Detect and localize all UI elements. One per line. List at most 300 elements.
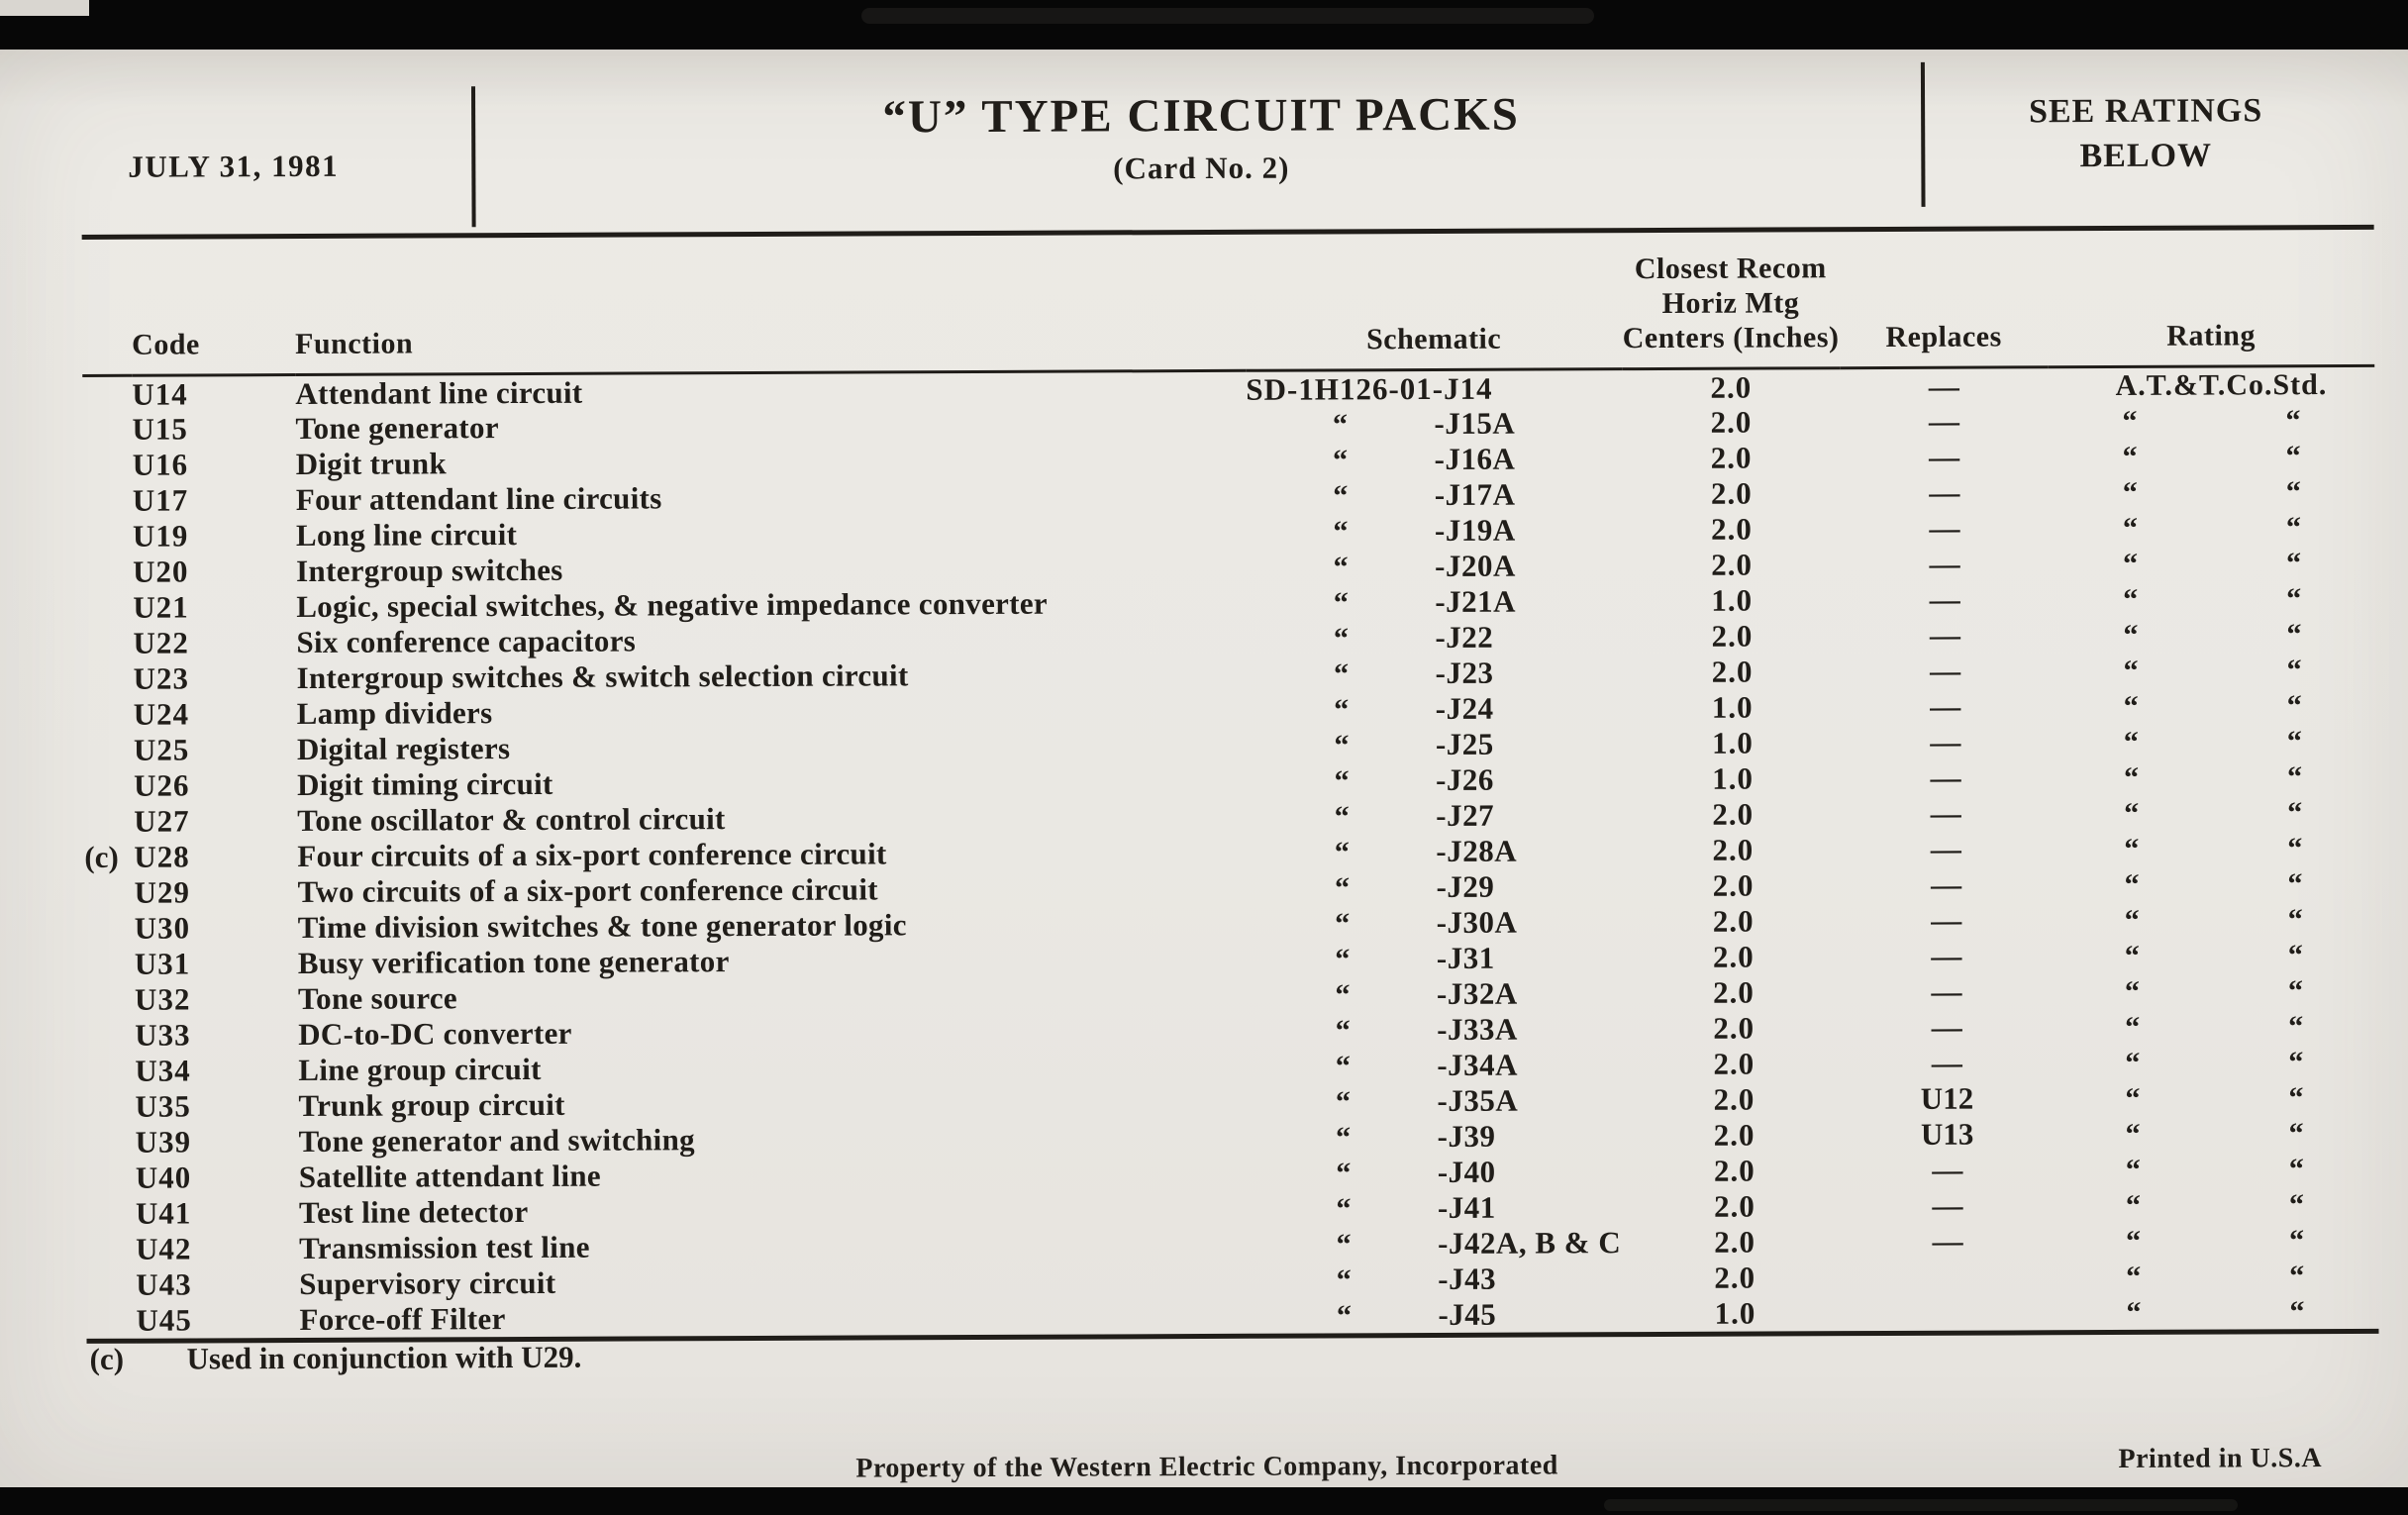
ditto-mark: “: [1336, 1156, 1352, 1189]
ditto-mark: “: [1336, 1227, 1352, 1261]
schematic-suffix: -J21A: [1435, 583, 1517, 619]
row-centers: 1.0: [1712, 760, 1755, 796]
row-code: U22: [133, 625, 189, 660]
row-rating: [2052, 1185, 2378, 1222]
ditto-mark: “: [2122, 440, 2138, 473]
ditto-mark: “: [2123, 654, 2139, 687]
ditto-mark: “: [2285, 439, 2301, 472]
row-function: Four attendant line circuits: [295, 480, 662, 517]
row-schematic: [1249, 1011, 1625, 1049]
table-header-row: [82, 239, 2375, 375]
row-footnote-marker: [86, 1302, 136, 1341]
row-schematic: [1250, 1261, 1626, 1298]
row-schematic: [1247, 548, 1623, 585]
ditto-mark: “: [2286, 724, 2302, 758]
row-function: Tone oscillator & control circuit: [297, 801, 726, 838]
column-header-function: Function: [295, 326, 414, 360]
ditto-mark: “: [2288, 1045, 2304, 1078]
row-footnote-marker: [85, 946, 135, 981]
row-replaces: —: [1931, 1045, 1962, 1080]
ditto-mark: “: [2124, 939, 2140, 972]
row-replaces: —: [1931, 973, 1962, 1009]
column-header-rating: Rating: [2166, 318, 2257, 353]
row-centers: 2.0: [1713, 1153, 1756, 1188]
schematic-suffix: -J45: [1438, 1296, 1497, 1332]
row-function: Intergroup switches: [296, 552, 563, 588]
ratings-note-line2: BELOW: [2079, 137, 2213, 175]
centers-header-line1: Closest Recom: [1634, 251, 1827, 285]
ditto-mark: “: [2125, 1046, 2141, 1079]
row-centers: 2.0: [1712, 867, 1755, 903]
row-code: U19: [132, 518, 189, 554]
ditto-mark: “: [2288, 1116, 2304, 1150]
row-code: U31: [134, 946, 191, 981]
ditto-mark: “: [2124, 832, 2140, 865]
row-function: Six conference capacitors: [296, 623, 637, 659]
ditto-mark: “: [2286, 581, 2302, 615]
row-rating: [2051, 971, 2377, 1008]
ditto-mark: “: [2126, 1295, 2142, 1329]
row-code: U27: [134, 803, 190, 839]
header-divider-right: [1921, 62, 1926, 207]
row-schematic: [1249, 1082, 1625, 1120]
row-rating: [2052, 1292, 2378, 1332]
row-function: Long line circuit: [295, 517, 518, 553]
row-replaces: —: [1930, 831, 1961, 866]
row-footnote-marker: [84, 660, 134, 696]
row-rating: [2049, 579, 2375, 616]
ditto-mark: “: [2287, 938, 2303, 971]
row-footnote-marker: [84, 732, 134, 767]
ditto-mark: “: [1333, 621, 1349, 655]
row-centers: 2.0: [1711, 618, 1754, 654]
row-rating: [2052, 1257, 2378, 1293]
row-function: Transmission test line: [299, 1229, 590, 1265]
row-schematic: [1248, 655, 1624, 692]
ditto-mark: “: [1335, 1049, 1351, 1082]
ditto-mark: “: [1334, 728, 1350, 761]
row-rating: [2050, 864, 2376, 901]
footer-printed-line: Printed in U.S.A: [2118, 1443, 2323, 1474]
row-code: U26: [133, 767, 190, 803]
column-header-replaces: Replaces: [1885, 319, 2002, 354]
ditto-mark: “: [2286, 546, 2302, 579]
row-schematic: [1248, 726, 1624, 763]
ditto-mark: “: [1335, 977, 1351, 1011]
row-centers: 2.0: [1710, 511, 1753, 547]
ditto-mark: “: [1333, 478, 1349, 512]
scan-smudge: [861, 8, 1594, 24]
centers-header-line2: Horiz Mtg: [1661, 285, 1800, 320]
row-rating: [2052, 1114, 2378, 1151]
column-header-blank: [82, 249, 133, 375]
footer-property-line: Property of the Western Electric Company, Incorporated: [855, 1450, 1558, 1484]
ditto-mark: “: [2285, 403, 2301, 437]
document-title: “U” TYPE CIRCUIT PACKS: [882, 88, 1520, 144]
row-schematic: [1247, 583, 1623, 621]
column-header-schematic: Schematic: [1365, 322, 1502, 355]
scan-smudge: [1604, 1499, 2238, 1511]
row-code: U35: [135, 1088, 191, 1124]
row-code: U43: [136, 1266, 192, 1302]
row-centers: 2.0: [1711, 547, 1754, 582]
ditto-mark: “: [2126, 1224, 2142, 1258]
row-footnote-marker: [83, 625, 133, 660]
footnote-marker: (c): [89, 1341, 125, 1376]
row-schematic: [1247, 512, 1623, 550]
schematic-suffix: -J43: [1438, 1261, 1497, 1296]
row-centers: 2.0: [1713, 974, 1755, 1010]
row-function: Digit trunk: [295, 446, 448, 481]
row-rating: [2049, 544, 2375, 580]
row-code: U30: [134, 910, 191, 946]
row-footnote-marker: [83, 518, 133, 554]
row-schematic: [1248, 797, 1624, 835]
ditto-mark: “: [1333, 585, 1349, 619]
ditto-mark: “: [1335, 906, 1351, 940]
row-footnote-marker: [84, 874, 134, 910]
ditto-mark: “: [2124, 903, 2140, 937]
row-rating: [2049, 472, 2375, 509]
row-function: Busy verification tone generator: [297, 944, 730, 980]
row-code: U20: [133, 554, 189, 589]
ditto-mark: “: [2123, 547, 2139, 580]
row-function: Line group circuit: [298, 1051, 542, 1087]
ditto-mark: “: [2125, 1188, 2142, 1222]
row-centers: 1.0: [1711, 582, 1754, 618]
row-centers: 2.0: [1713, 1188, 1756, 1224]
ditto-mark: “: [2123, 725, 2139, 758]
row-replaces: —: [1932, 1152, 1963, 1187]
document-date: JULY 31, 1981: [128, 148, 340, 184]
row-rating: [2051, 1043, 2377, 1079]
row-code: U21: [133, 589, 189, 625]
row-centers: 2.0: [1712, 939, 1755, 974]
row-schematic: [1250, 1225, 1626, 1262]
row-function: Satellite attendant line: [298, 1158, 601, 1194]
schematic-suffix: -J35A: [1437, 1082, 1519, 1118]
row-schematic: [1249, 975, 1625, 1013]
row-replaces: —: [1929, 439, 1960, 474]
row-footnote-marker: [85, 1088, 135, 1124]
row-centers: 2.0: [1712, 903, 1755, 939]
row-schematic: [1250, 1118, 1626, 1156]
row-replaces: —: [1929, 581, 1960, 617]
row-rating: [2050, 758, 2376, 794]
row-schematic: [1248, 761, 1624, 799]
row-footnote-marker: [85, 1017, 135, 1053]
row-footnote-marker: [86, 1160, 136, 1195]
row-function: Attendant line circuit: [295, 374, 583, 411]
row-schematic: [1246, 405, 1622, 443]
column-header-code: Code: [132, 327, 200, 361]
schematic-suffix: -J30A: [1436, 904, 1518, 940]
ditto-mark: “: [2288, 1009, 2304, 1043]
row-code: U40: [135, 1160, 192, 1195]
row-footnote-marker: [84, 767, 134, 803]
row-rating: [2051, 1078, 2377, 1115]
scanner-bottom-margin: [0, 1487, 2408, 1515]
row-footnote-marker: [86, 1195, 136, 1231]
row-replaces: [1844, 1259, 2052, 1295]
ditto-mark: “: [2125, 1117, 2141, 1151]
row-replaces: —: [1929, 546, 1960, 581]
ditto-mark: “: [1334, 799, 1350, 833]
row-schematic: [1248, 690, 1624, 728]
header-rule: [82, 225, 2374, 240]
row-function: Two circuits of a six-port conference circuit: [297, 871, 878, 909]
row-rating: [2052, 1221, 2378, 1258]
schematic-suffix: -J16A: [1434, 441, 1516, 476]
document-subtitle: (Card No. 2): [1113, 150, 1290, 186]
ditto-mark: “: [2289, 1294, 2305, 1328]
footnote: [90, 1340, 582, 1377]
row-footnote-marker: [85, 910, 135, 946]
row-code: U17: [132, 482, 189, 518]
schematic-suffix: -J26: [1435, 761, 1494, 797]
ditto-mark: “: [2124, 867, 2140, 901]
row-schematic: [1248, 868, 1624, 906]
row-schematic: [1249, 1047, 1625, 1084]
row-replaces: —: [1930, 724, 1961, 759]
schematic-suffix: -J19A: [1434, 512, 1516, 548]
ditto-mark: “: [1335, 1013, 1351, 1047]
row-centers: 1.0: [1714, 1295, 1756, 1331]
row-code: U15: [132, 411, 188, 447]
row-function: Four circuits of a six-port conference circuit: [297, 836, 887, 873]
row-footnote-marker: [83, 589, 133, 625]
schematic-suffix: -J42A, B & C: [1438, 1224, 1622, 1261]
ditto-mark: “: [2288, 1080, 2304, 1114]
row-function: DC-to-DC converter: [298, 1015, 572, 1052]
schematic-suffix: -J39: [1437, 1118, 1496, 1154]
row-replaces: U12: [1920, 1080, 1974, 1116]
row-schematic: [1249, 904, 1625, 942]
row-function: Lamp dividers: [296, 695, 493, 731]
centers-header-line3: Centers (Inches): [1622, 320, 1840, 354]
row-replaces: —: [1929, 474, 1960, 510]
footnote-text: Used in conjunction with U29.: [186, 1339, 582, 1376]
row-rating: [2051, 900, 2377, 937]
document-page: [0, 50, 2408, 1487]
row-schematic: [1247, 441, 1623, 478]
ditto-mark: “: [1333, 514, 1349, 548]
row-code: U32: [134, 981, 191, 1017]
ditto-mark: “: [2288, 1152, 2304, 1185]
row-code: U16: [132, 447, 189, 482]
ditto-mark: “: [2288, 1187, 2305, 1221]
row-footnote-marker: [83, 447, 133, 482]
row-rating: [2050, 722, 2376, 758]
row-rating: [2051, 1007, 2377, 1044]
row-centers: 2.0: [1713, 1010, 1756, 1046]
row-centers: 2.0: [1713, 1081, 1756, 1117]
row-rating: [2049, 615, 2375, 652]
ditto-mark: “: [1335, 942, 1351, 975]
row-footnote-marker: [86, 1231, 136, 1266]
row-schematic: [1248, 833, 1624, 870]
row-rating: [2048, 401, 2374, 438]
row-replaces: —: [1930, 688, 1961, 724]
row-centers: 1.0: [1711, 725, 1754, 760]
circuit-packs-table: [82, 239, 2379, 1344]
row-centers: 2.0: [1710, 475, 1753, 511]
schematic-suffix: -J28A: [1436, 833, 1518, 868]
row-centers: 2.0: [1714, 1224, 1756, 1260]
ditto-mark: “: [2287, 831, 2303, 864]
ditto-mark: “: [2122, 404, 2138, 438]
ditto-mark: “: [2287, 795, 2303, 829]
row-centers: 2.0: [1713, 1117, 1756, 1153]
row-function: Test line detector: [298, 1193, 529, 1230]
row-rating: [2050, 793, 2376, 830]
row-code: U41: [135, 1195, 192, 1231]
row-replaces: —: [1932, 1223, 1963, 1259]
row-rating: [2048, 365, 2374, 403]
ditto-mark: “: [2124, 796, 2140, 830]
row-centers: 2.0: [1710, 440, 1753, 475]
row-replaces: —: [1932, 1187, 1963, 1223]
schematic-suffix: -J27: [1436, 797, 1495, 833]
row-code: U23: [133, 660, 190, 696]
row-function: Digital registers: [296, 731, 511, 766]
row-footnote-marker: [85, 1053, 135, 1088]
row-replaces: —: [1929, 617, 1960, 653]
schematic-suffix: -J15A: [1434, 405, 1516, 441]
ditto-mark: “: [2287, 973, 2304, 1007]
row-replaces: —: [1931, 938, 1962, 973]
row-rating: [2050, 829, 2376, 865]
row-function: Trunk group circuit: [298, 1086, 565, 1123]
row-centers: 2.0: [1710, 369, 1753, 405]
row-centers: 2.0: [1710, 404, 1753, 440]
ditto-mark: “: [2123, 582, 2139, 616]
schematic-suffix: -J25: [1435, 726, 1494, 761]
ditto-mark: “: [2125, 1153, 2141, 1186]
row-replaces: —: [1928, 368, 1959, 404]
scanner-top-margin: [0, 0, 2408, 50]
schematic-suffix: -J32A: [1436, 975, 1518, 1011]
row-rating: [2050, 686, 2376, 723]
row-footnote-marker: (c): [84, 839, 119, 874]
ditto-mark: “: [2122, 511, 2139, 545]
page-corner-sliver: [0, 0, 89, 16]
row-replaces: —: [1929, 510, 1960, 546]
ditto-mark: “: [2286, 653, 2302, 686]
row-function: Force-off Filter: [299, 1301, 506, 1337]
ditto-mark: “: [2287, 902, 2303, 936]
table-body: [82, 365, 2378, 1341]
row-footnote-marker: [83, 482, 133, 518]
schematic-suffix: -J22: [1435, 619, 1494, 655]
row-schematic: [1250, 1189, 1626, 1227]
ditto-mark: “: [2287, 866, 2303, 900]
row-schematic: [1246, 368, 1622, 406]
schematic-suffix: -J31: [1436, 940, 1495, 975]
ditto-mark: “: [2289, 1259, 2305, 1292]
ditto-mark: “: [1335, 1084, 1352, 1118]
row-function: Logic, special switches, & negative impedance converter: [296, 585, 1048, 624]
row-schematic: [1250, 1154, 1626, 1191]
schematic-suffix: -J34A: [1437, 1047, 1519, 1082]
ditto-mark: “: [1333, 443, 1349, 476]
row-replaces: —: [1930, 759, 1961, 795]
ditto-mark: “: [1336, 1298, 1352, 1332]
row-centers: 2.0: [1711, 654, 1754, 689]
schematic-suffix: -J40: [1437, 1154, 1496, 1189]
row-schematic: [1247, 476, 1623, 514]
row-function: Intergroup switches & switch selection circuit: [296, 657, 909, 695]
ditto-mark: “: [2125, 1081, 2141, 1115]
ditto-mark: “: [2124, 974, 2141, 1008]
schematic-suffix: -J23: [1435, 655, 1494, 690]
row-centers: 2.0: [1713, 1046, 1756, 1081]
ditto-mark: “: [2123, 618, 2139, 652]
row-function: Tone source: [297, 980, 457, 1016]
row-centers: 2.0: [1712, 832, 1755, 867]
row-code: U34: [135, 1053, 191, 1088]
row-rating: [2049, 651, 2375, 687]
row-function: Supervisory circuit: [299, 1264, 556, 1301]
row-centers: 2.0: [1714, 1260, 1756, 1295]
row-function: Tone generator: [295, 410, 499, 446]
ditto-mark: “: [1336, 1120, 1352, 1154]
ditto-mark: “: [2286, 759, 2303, 793]
schematic-suffix: -J17A: [1434, 476, 1516, 512]
ditto-mark: “: [2286, 688, 2302, 722]
ditto-mark: “: [1334, 870, 1351, 904]
ditto-mark: “: [2123, 760, 2140, 794]
ditto-mark: “: [1332, 407, 1349, 441]
document-content: [0, 45, 2408, 1493]
ditto-mark: “: [2289, 1223, 2305, 1257]
row-replaces: U13: [1920, 1116, 1974, 1152]
row-footnote-marker: [82, 375, 132, 412]
ditto-mark: “: [2285, 474, 2301, 508]
row-footnote-marker: [84, 803, 134, 839]
row-replaces: —: [1931, 1009, 1962, 1045]
ratings-note-line1: SEE RATINGS: [2028, 92, 2263, 131]
row-function: Time division switches & tone generator logic: [297, 907, 907, 945]
row-centers: 2.0: [1712, 796, 1755, 832]
row-function: Tone generator and switching: [298, 1122, 695, 1159]
ditto-mark: “: [1334, 763, 1350, 797]
row-code: U39: [135, 1124, 192, 1160]
ditto-mark: “: [2123, 689, 2139, 723]
row-footnote-marker: [82, 411, 132, 447]
ditto-mark: “: [2285, 510, 2302, 544]
row-replaces: —: [1930, 795, 1961, 831]
row-code: U28: [134, 839, 190, 874]
row-rating: [2051, 936, 2377, 972]
row-replaces: [1844, 1294, 2052, 1333]
row-rating: [2052, 1150, 2378, 1186]
row-rating: [2049, 437, 2375, 473]
ditto-mark: “: [1334, 692, 1350, 726]
row-footnote-marker: [85, 981, 135, 1017]
row-code: U24: [133, 696, 190, 732]
row-replaces: —: [1931, 902, 1962, 938]
rating-value: A.T.&T.Co.Std.: [2115, 367, 2328, 402]
row-code: U45: [136, 1302, 192, 1338]
ditto-mark: “: [1336, 1262, 1352, 1296]
schematic-suffix: -J24: [1435, 690, 1494, 726]
row-rating: [2049, 508, 2375, 545]
row-code: U42: [136, 1231, 192, 1266]
column-header-centers: [1622, 241, 1841, 368]
row-function: Digit timing circuit: [296, 765, 553, 802]
row-replaces: —: [1930, 866, 1962, 902]
